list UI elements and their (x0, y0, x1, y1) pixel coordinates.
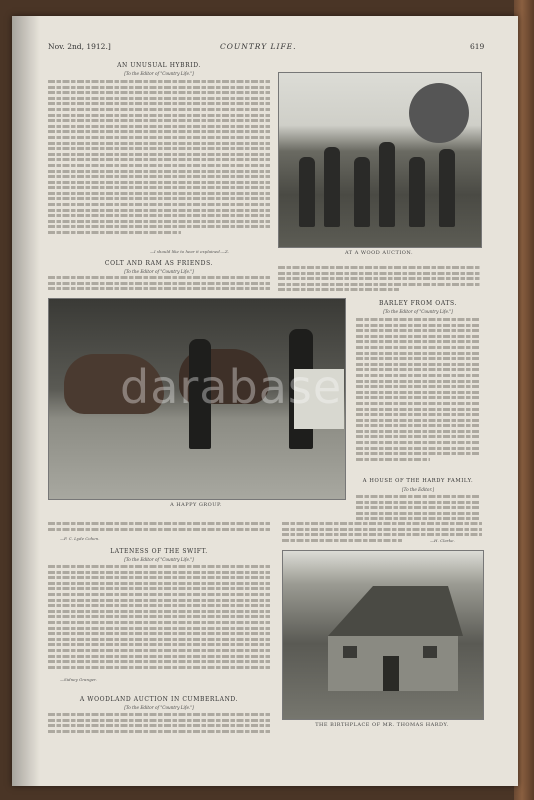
article-sub-woodland: [To the Editor of "Country Life."] (124, 705, 194, 710)
article-body-hybrid (48, 80, 270, 248)
caption-happy-group: A HAPPY GROUP. (170, 502, 222, 508)
article-sub-swift: [To the Editor of "Country Life."] (124, 557, 194, 562)
caption-wood-auction: AT A WOOD AUCTION. (344, 250, 414, 256)
photo-wood-auction (278, 72, 482, 248)
article-body-barley (356, 318, 480, 470)
caption-birthplace: THE BIRTHPLACE OF MR. THOMAS HARDY. (315, 722, 449, 728)
article-title-woodland: A WOODLAND AUCTION IN CUMBERLAND. (79, 696, 239, 703)
article-title-swift: LATENESS OF THE SWIFT. (110, 548, 208, 555)
article-title-hybrid: AN UNUSUAL HYBRID. (117, 62, 201, 69)
article-body-colt-cont (48, 522, 270, 534)
header-title: COUNTRY LIFE. (220, 42, 297, 51)
article-title-hardy: A HOUSE OF THE HARDY FAMILY. (362, 478, 474, 484)
article-sig-hardy: —H. Clarke. (430, 538, 455, 543)
article-sub-barley: [To the Editor of "Country Life."] (383, 309, 453, 314)
article-sub-hardy: [To the Editor.] (402, 487, 434, 492)
article-body-wood-cont (278, 266, 480, 294)
page-gutter-shadow (12, 16, 40, 786)
article-body-colt (48, 276, 270, 292)
article-body-woodland (48, 713, 270, 737)
article-sig-swift: —Sidney Granger. (60, 677, 97, 682)
article-title-barley: BARLEY FROM OATS. (378, 300, 458, 307)
article-title-colt: COLT AND RAM AS FRIENDS. (104, 260, 214, 267)
header-date: Nov. 2nd, 1912.] (48, 42, 111, 51)
article-sub-colt: [To the Editor of "Country Life."] (124, 269, 194, 274)
article-sub-hybrid: [To the Editor of "Country Life."] (124, 71, 194, 76)
article-sig-hybrid: —I should like to hear it explained.—Z. (150, 249, 230, 254)
article-sig-colt: —F. C. Lyde Cohen. (60, 536, 100, 541)
article-body-hardy (356, 495, 480, 523)
watermark: darabase (120, 360, 343, 414)
photo-hardy-birthplace (282, 550, 484, 720)
article-body-swift (48, 565, 270, 675)
page-number: 619 (470, 42, 485, 51)
